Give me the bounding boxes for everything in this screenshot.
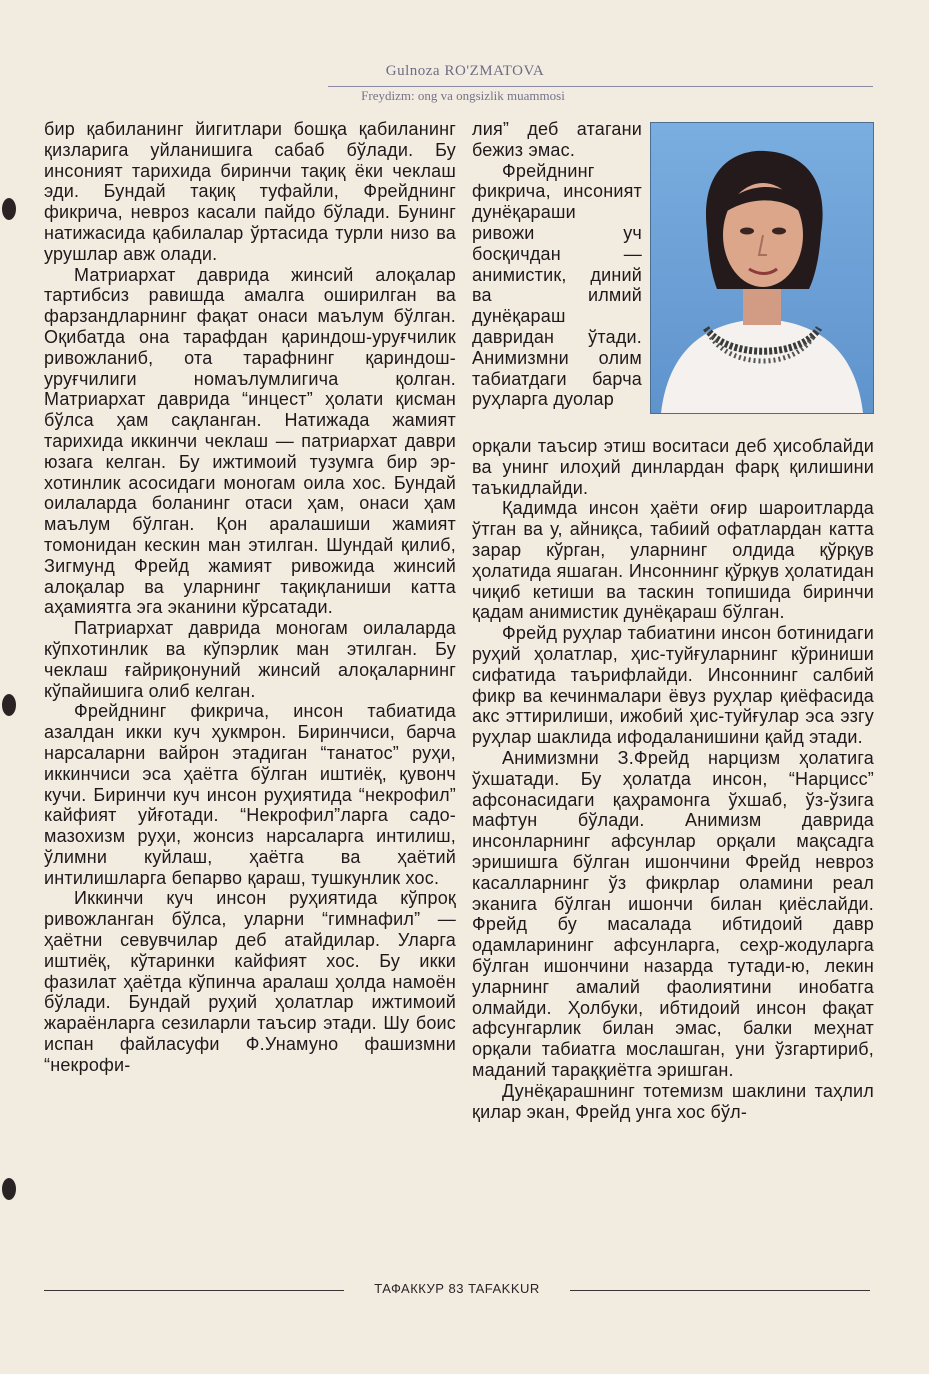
left-paragraph-2: Матриархат даврида жинсий алоқалар тартибсиз равишда амалга оширилган ва фарзандларнинг фақат онаси маълум бўлган. Оқибатда она тарафдан қариндош-уруғчилик ривожланиб, ота тарафнинг қариндош-уруғчилиги номаълумлигича қолган. Матриархат даврида “инцест” ҳолати қисман бўлса ҳам сақланган. Натижада жамият тарихида иккинчи чеклаш — патриархат даври юзага келган. Бу ижтимоий тузумга бир эр-хотинлик асосидаги моногам оила хос. Бундай оилаларда боланинг отаси ҳам, онаси ҳам маълум бўлган. Қон аралашиши жамият томонидан кескин ман этилган. Шундай қилиб, Зигмунд Фрейд жамият ривожида жинсий алоқалар ва уларнинг тақиқланиши катта аҳамиятга эга эканини кўрсатади.	[44, 264, 456, 618]
right-paragraph-3: Қадимда инсон ҳаёти оғир шароитларда ўтган ва у, айниқса, табиий офатлардан катта зарар кўрган, уларнинг олдида қўрқув ҳолатида яшаган. Инсоннинг қўрқув ҳолатидан чиқиб кетиши ва таскин топишида биринчи қадам анимистик дунёқараш бўлган.	[472, 498, 874, 623]
author-first-name: Gulnoza	[385, 63, 441, 79]
binder-hole-middle	[2, 694, 16, 716]
left-column	[44, 119, 456, 1076]
article-subtitle: Freydizm: ong va ongsizlik muammosi	[361, 88, 565, 103]
binder-hole-top	[2, 198, 16, 220]
right-paragraph-6: Дунёқарашнинг тотемизм шаклини таҳлил қилар экан, Фрейд унга хос бўл-	[472, 1080, 874, 1122]
footer-rule-left	[44, 1290, 344, 1291]
left-paragraph-3: Патриархат даврида моногам оилаларда кўпхотинлик ва кўпэрлик ман этилган. Бу чеклаш ғайриқонуний жинсий алоқаларнинг кўпайишига олиб келган.	[44, 618, 456, 701]
author-portrait-photo	[650, 122, 874, 414]
binder-hole-bottom	[2, 1178, 16, 1200]
right-paragraph-1: лия” деб атагани бежиз эмас.	[472, 119, 642, 160]
author-last-name: RO'ZMATOVA	[444, 63, 545, 79]
right-paragraph-5: Анимизмни З.Фрейд нарцизм ҳолатига ўхшатади. Бу ҳолатда инсон, “Нарцисс” афсонасидаги қаҳрамонга ўхшаб, ўз-ўзига мафтун бўлади. Анимизм даврида инсонларнинг афсунлар орқали мақсадга эришишга бўлган ишончини Фрейд невроз касалларнинг ўз фикрлар оламини реал эканига бўлган ишончи билан қиёслайди. Фрейд бу масалада ибтидоий давр одамларининг афсунларга, сеҳр-жодуларга бўлган ишончини назарда тутади-ю, лекин уларнинг амалий фаолиятини инобатга олмайди. Ҳолбуки, ибтидоий инсон фақат афсунгарлик билан эмас, балки меҳнат орқали табиатга мослашган, уни ўзгартириб, маданий тараққиётга эришган.	[472, 747, 874, 1080]
left-paragraph-4: Фрейднинг фикрича, инсон табиатида азалдан икки куч ҳукмрон. Биринчиси, барча нарсаларни вайрон этадиган “танатос” руҳи, иккинчиси эса ҳаётга бўлган иштиёқ, қувонч кучи. Биринчи куч инсон руҳиятида “некрофил” кайфият уйғотади. “Некрофил”ларга садо-мазохизм руҳи, жонсиз нарсаларга интилиш, ўлимни куйлаш, ҳаётга ва ҳаётий интилишларга бепарво қараш, тушкунлик хос.	[44, 701, 456, 888]
running-head	[330, 62, 600, 80]
header-rule	[328, 86, 873, 87]
right-paragraph-2-end: орқали таъсир этиш воситаси деб ҳисоблайди ва унинг илоҳий динлардан фарқ қилишини таъкидлайди.	[472, 436, 874, 498]
left-paragraph-5: Иккинчи куч инсон руҳиятида кўпроқ ривожланган бўлса, уларни “гимнафил” — ҳаётни севувчилар деб атайдилар. Уларга иштиёқ, кўтаринки кайфият хос. Бу икки фазилат ҳаётда кўпинча аралаш ҳолда намоён бўлади. Бундай руҳий ҳолатлар ижтимоий жараёнларга сезиларли таъсир этади. Шу боис испан файласуфи Ф.Унамуно фашизмни “некрофи-	[44, 888, 456, 1075]
left-paragraph-1: бир қабиланинг йигитлари бошқа қабиланинг қизларига уйланишига сабаб бўлади. Бу инсоният тарихида биринчи тақиқ ёки чеклаш эди. Бундай тақиқ туфайли, Фрейднинг фикрича, невроз касали пайдо бўлади. Бунинг натижасида қабилалар ўртасида турли низо ва урушлар авж олади.	[44, 119, 456, 264]
portrait-illustration	[651, 123, 873, 413]
right-column	[472, 436, 874, 1122]
footer-rule-right	[570, 1290, 870, 1291]
right-column-beside-photo	[472, 119, 642, 410]
right-paragraph-4: Фрейд руҳлар табиатини инсон ботинидаги руҳий ҳолатлар, ҳис-туйғуларнинг кўриниши сифатида таърифлайди. Инсоннинг салбий фикр ва кечинмалари ёвуз руҳлар қиёфасида акс эттирилиши, ижобий ҳис-туйғулар эса эзгу руҳлар шаклида ифодаланишини қайд этади.	[472, 623, 874, 748]
right-paragraph-2-start: Фрейднинг фикрича, инсоният дунёқараши ривожи уч босқичдан — анимистик, диний ва илмий дунёқараш давридан ўтади. Анимизмни олим табиатдаги барча руҳларга дуолар	[472, 160, 642, 410]
page-number-footer: ТАФАККУР 83 TAFAKKUR	[374, 1281, 540, 1296]
